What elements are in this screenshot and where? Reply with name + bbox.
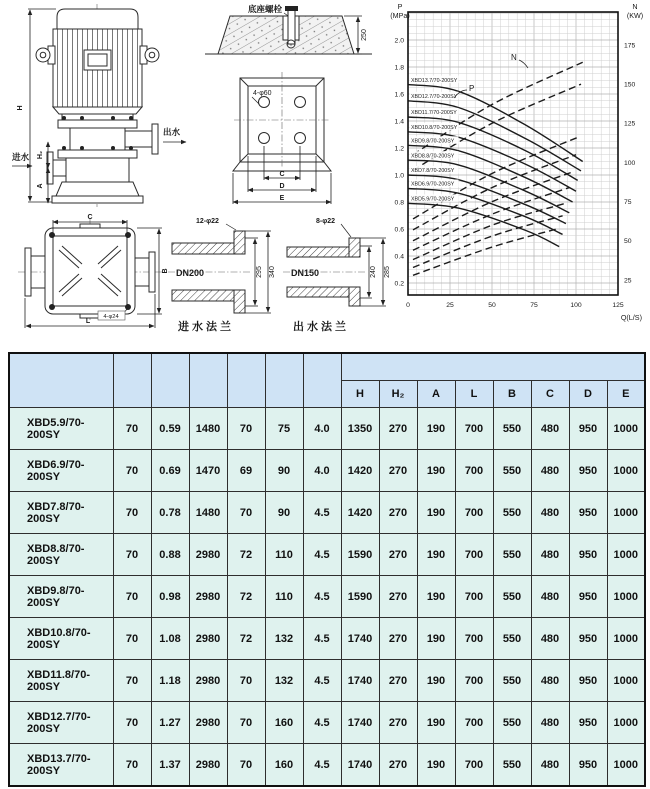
dim-header-cell: H₂ [379,381,417,408]
dim-header-cell: A [417,381,455,408]
value-cell: 270 [379,450,417,492]
model-cell: XBD11.8/70-200SY [9,660,113,702]
value-cell: 190 [417,618,455,660]
value-cell: 190 [417,534,455,576]
value-cell: 950 [569,408,607,450]
value-cell: 1740 [341,660,379,702]
y-right-tick: 150 [624,81,636,89]
value-cell: 1420 [341,492,379,534]
dim-a-label: A [37,183,44,189]
value-cell: 950 [569,660,607,702]
model-cell: XBD13.7/70-200SY [9,744,113,787]
value-cell: 1480 [189,408,227,450]
value-cell: 270 [379,408,417,450]
table-row [9,534,645,576]
x-axis-tick: 75 [530,302,538,309]
value-cell: 75 [265,408,303,450]
value-cell: 70 [113,408,151,450]
value-cell: 550 [493,660,531,702]
performance-chart [390,0,650,332]
model-cell: XBD10.8/70-200SY [9,618,113,660]
blank-header-cell [227,353,265,408]
value-cell: 1740 [341,744,379,787]
table-row [9,702,645,744]
y-right-tick: 25 [624,277,632,285]
curve-label: XBD8.8/70-200SY [411,153,455,160]
pump-casing-upper [70,128,125,150]
blank-header-cell [113,353,151,408]
value-cell: 2980 [189,702,227,744]
value-cell: 70 [113,492,151,534]
curve-label: XBD5.9/70-200SY [411,196,455,203]
x-axis-tick: 125 [612,302,624,309]
value-cell: 1000 [607,702,645,744]
header-row-top [9,353,645,381]
value-cell: 950 [569,744,607,787]
curve-label: XBD13.7/70-200SY [411,77,458,84]
dim-header-cell: B [493,381,531,408]
table-row [9,618,645,660]
y-left-tick: 1.6 [394,91,404,99]
value-cell: 700 [455,660,493,702]
value-cell: 4.5 [303,492,341,534]
curve-label: XBD11.7/70-200SY [411,110,457,117]
foundation-drawing [205,4,372,54]
y-left-tick: 1.2 [394,145,404,153]
value-cell: 1740 [341,618,379,660]
value-cell: 70 [227,702,265,744]
inlet-flange-caption: 进水法兰 [178,321,234,333]
pump-top-view [18,214,169,328]
value-cell: 1000 [607,660,645,702]
blank-header-cell [265,353,303,408]
blank-header-cell [151,353,189,408]
y-left-tick: 0.6 [394,226,404,234]
model-cell: XBD7.8/70-200SY [9,492,113,534]
blank-header-cell [9,353,113,408]
y-right-tick: 125 [624,120,636,128]
y-right-tick: 175 [624,42,636,50]
table-body [9,408,645,787]
value-cell: 1.27 [151,702,189,744]
value-cell: 270 [379,534,417,576]
value-cell: 1000 [607,618,645,660]
model-cell: XBD9.8/70-200SY [9,576,113,618]
x-axis-tick: 25 [446,302,454,309]
value-cell: 1000 [607,576,645,618]
dim-header-cell: H [341,381,379,408]
inlet-od-label: 340 [269,266,276,278]
value-cell: 90 [265,450,303,492]
value-cell: 1.18 [151,660,189,702]
value-cell: 190 [417,744,455,787]
value-cell: 270 [379,576,417,618]
value-cell: 4.0 [303,408,341,450]
table-row [9,576,645,618]
value-cell: 4.5 [303,702,341,744]
y-left-tick: 1.8 [394,64,404,72]
y-left-axis-title: P [397,2,403,11]
value-cell: 1000 [607,744,645,787]
value-cell: 550 [493,450,531,492]
y-left-tick: 0.2 [394,280,404,288]
value-cell: 700 [455,450,493,492]
outlet-flange [152,124,158,154]
value-cell: 700 [455,744,493,787]
base-plate-drawing [233,72,331,204]
value-cell: 132 [265,618,303,660]
top-dim-c-label: C [87,214,93,221]
value-cell: 70 [113,702,151,744]
value-cell: 700 [455,702,493,744]
value-cell: 480 [531,408,569,450]
value-cell: 0.78 [151,492,189,534]
top-dim-b-label: B [162,268,169,274]
table-row [9,492,645,534]
y-right-tick: 100 [624,159,636,167]
outlet-pipe [125,131,152,147]
value-cell: 550 [493,534,531,576]
value-cell: 950 [569,450,607,492]
value-cell: 70 [227,660,265,702]
value-cell: 700 [455,534,493,576]
outlet-od-label: 285 [384,266,391,278]
y-left-tick: 0.4 [394,253,404,261]
value-cell: 70 [227,408,265,450]
top-view-inlet-flange [25,248,31,296]
y-right-tick: 50 [624,238,632,246]
value-cell: 550 [493,408,531,450]
dim-h2-label: H₂ [37,150,44,160]
pump-casing-lower [66,158,129,182]
n-callout-label: N [511,53,517,62]
value-cell: 480 [531,450,569,492]
value-cell: 70 [113,576,151,618]
y-left-tick: 2.0 [394,37,404,45]
table-head [9,353,645,408]
value-cell: 1740 [341,702,379,744]
value-cell: 70 [113,744,151,787]
value-cell: 950 [569,702,607,744]
value-cell: 160 [265,744,303,787]
technical-drawings [0,0,400,345]
value-cell: 550 [493,492,531,534]
svg-text:(KW): (KW) [626,11,644,20]
value-cell: 270 [379,618,417,660]
model-cell: XBD6.9/70-200SY [9,450,113,492]
blank-header-cell [303,353,341,408]
value-cell: 90 [265,492,303,534]
inlet-flange-drawing [168,218,276,333]
value-cell: 700 [455,408,493,450]
table-row [9,660,645,702]
value-cell: 1590 [341,534,379,576]
value-cell: 1000 [607,408,645,450]
dim-c-label: C [279,171,285,178]
outlet-bore-label: DN150 [291,268,320,278]
outlet-bolt-circle-label: 240 [370,266,377,278]
value-cell: 70 [113,660,151,702]
value-cell: 480 [531,618,569,660]
value-cell: 2980 [189,534,227,576]
value-cell: 480 [531,744,569,787]
x-axis-tick: 50 [488,302,496,309]
value-cell: 480 [531,492,569,534]
value-cell: 2980 [189,744,227,787]
curve-label: XBD7.8/70-200SY [411,168,455,175]
value-cell: 70 [113,450,151,492]
blank-header-cell [189,353,227,408]
value-cell: 4.5 [303,618,341,660]
value-cell: 1000 [607,534,645,576]
value-cell: 700 [455,618,493,660]
foundation-depth-label: 250 [361,29,368,41]
value-cell: 110 [265,576,303,618]
outlet-flange-drawing [283,218,391,333]
value-cell: 0.59 [151,408,189,450]
value-cell: 4.5 [303,744,341,787]
top-view-casing [45,228,135,314]
y-left-tick: 1.0 [394,172,404,180]
pump-flange-lower [58,150,137,158]
value-cell: 160 [265,702,303,744]
table-row [9,744,645,787]
value-cell: 132 [265,660,303,702]
top-view-outlet-flange [149,252,155,292]
value-cell: 1470 [189,450,227,492]
svg-text:(MPa): (MPa) [390,11,410,20]
inlet-label: 进水 [12,152,30,162]
value-cell: 4.0 [303,450,341,492]
value-cell: 1.08 [151,618,189,660]
table-row [9,408,645,450]
value-cell: 1350 [341,408,379,450]
dim-header-cell: D [569,381,607,408]
value-cell: 4.5 [303,534,341,576]
dim-h-label: H [17,105,24,111]
value-cell: 270 [379,660,417,702]
value-cell: 480 [531,660,569,702]
value-cell: 190 [417,408,455,450]
pump-base [56,182,139,196]
value-cell: 480 [531,576,569,618]
top-holes-label: 4-φ24 [103,314,119,320]
curve-label: XBD6.9/70-200SY [411,181,455,188]
pump-flange-upper [58,120,137,128]
value-cell: 0.88 [151,534,189,576]
y-left-tick: 1.4 [394,118,404,126]
value-cell: 2980 [189,618,227,660]
value-cell: 70 [113,618,151,660]
outlet-holes-label: 8-φ22 [316,218,336,225]
anchor-bolt [288,10,295,44]
value-cell: 70 [113,534,151,576]
value-cell: 550 [493,576,531,618]
dimensions-group-header [341,353,645,381]
value-cell: 550 [493,702,531,744]
table-row [9,450,645,492]
value-cell: 69 [227,450,265,492]
value-cell: 270 [379,492,417,534]
value-cell: 2980 [189,576,227,618]
value-cell: 1480 [189,492,227,534]
value-cell: 190 [417,702,455,744]
value-cell: 2980 [189,660,227,702]
value-cell: 1420 [341,450,379,492]
value-cell: 190 [417,576,455,618]
value-cell: 190 [417,660,455,702]
value-cell: 72 [227,618,265,660]
value-cell: 700 [455,576,493,618]
outlet-label: 出水 [163,127,181,137]
model-cell: XBD8.8/70-200SY [9,534,113,576]
dim-header-cell: E [607,381,645,408]
value-cell: 72 [227,576,265,618]
model-cell: XBD12.7/70-200SY [9,702,113,744]
value-cell: 190 [417,492,455,534]
value-cell: 1590 [341,576,379,618]
value-cell: 480 [531,534,569,576]
top-dim-l-label: L [85,318,91,325]
dim-header-cell: C [531,381,569,408]
value-cell: 950 [569,534,607,576]
outlet-flange-caption: 出水法兰 [293,321,349,333]
dim-d-label: D [279,183,285,190]
value-cell: 1.37 [151,744,189,787]
value-cell: 1000 [607,450,645,492]
y-right-tick: 75 [624,198,632,206]
dim-e-label: E [279,195,285,202]
value-cell: 190 [417,450,455,492]
value-cell: 72 [227,534,265,576]
foundation-bolt-label: 底座螺栓 [248,4,283,14]
curve-label: XBD9.8/70-200SY [411,138,455,145]
value-cell: 950 [569,618,607,660]
spec-table [8,352,646,787]
dim-header-cell: L [455,381,493,408]
inlet-holes-label: 12-φ22 [196,218,219,225]
motor-cap [57,9,138,29]
inlet-pipe [53,160,66,176]
p-callout-label: P [469,84,475,93]
y-right-axis-title: N [632,2,638,11]
inlet-bolt-circle-label: 295 [256,266,263,278]
value-cell: 1000 [607,492,645,534]
value-cell: 4.5 [303,576,341,618]
base-plate-holes-label: 4-φ60 [253,90,272,97]
value-cell: 70 [227,492,265,534]
value-cell: 110 [265,534,303,576]
value-cell: 480 [531,702,569,744]
value-cell: 270 [379,744,417,787]
value-cell: 550 [493,744,531,787]
inlet-bore-label: DN200 [176,268,205,278]
value-cell: 270 [379,702,417,744]
value-cell: 4.5 [303,660,341,702]
y-left-tick: 0.8 [394,199,404,207]
value-cell: 700 [455,492,493,534]
curve-label: XBD12.7/70-200SY [411,93,458,100]
curve-label: XBD10.8/70-200SY [411,125,458,131]
model-cell: XBD5.9/70-200SY [9,408,113,450]
value-cell: 0.98 [151,576,189,618]
value-cell: 0.69 [151,450,189,492]
value-cell: 950 [569,492,607,534]
x-axis-tick: 100 [570,302,582,309]
value-cell: 950 [569,576,607,618]
pump-front-view [11,4,186,207]
value-cell: 70 [227,744,265,787]
x-axis-title: Q(L/S) [620,313,642,322]
x-axis-tick: 0 [406,302,410,309]
value-cell: 550 [493,618,531,660]
